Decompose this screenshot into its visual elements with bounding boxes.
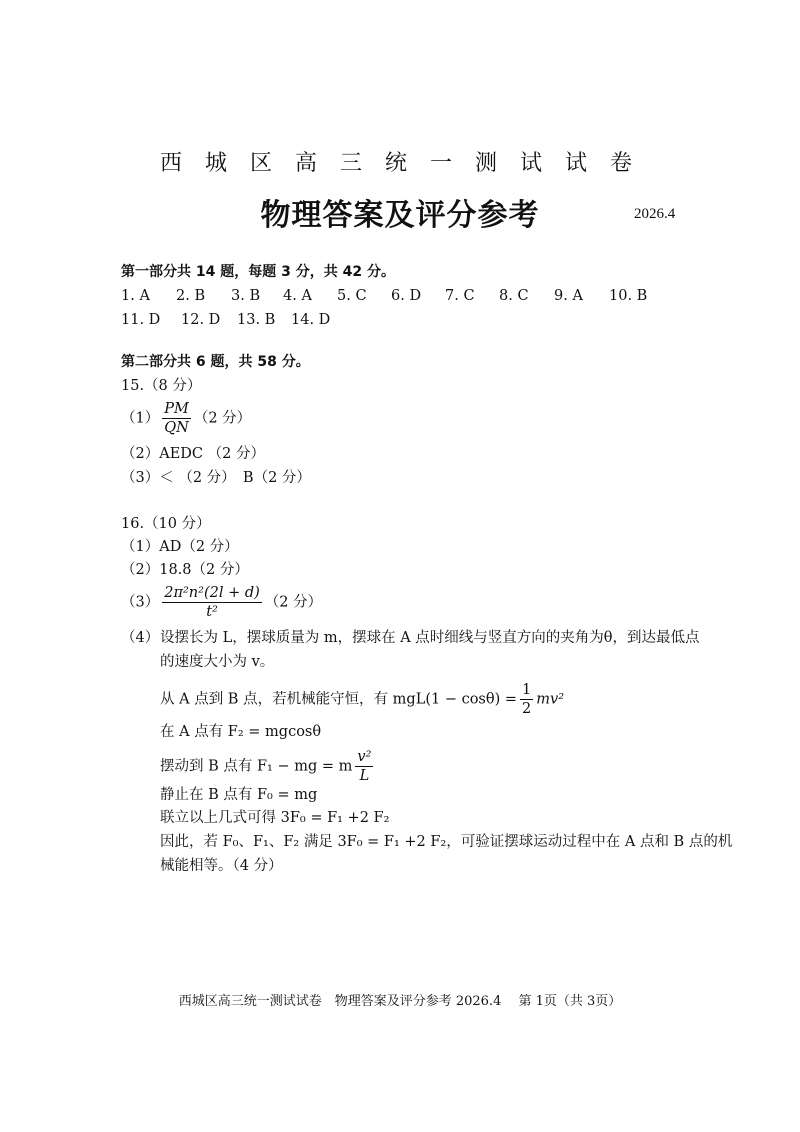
q16-sub4-line1: 设摆长为 L，摆球质量为 m，摆球在 A 点时细线与竖直方向的夹角为θ，到达最低点 [160,630,700,646]
fraction-denominator: t² [206,604,218,620]
answer-item: 13. B [237,312,276,328]
part1-answers-row1 [121,286,647,306]
q16-sub1: （1）AD（2 分） [121,539,239,555]
q15-sub1-fraction [162,400,191,437]
q16-sub3-score: （2 分） [264,594,323,611]
answer-item: 10. B [609,288,648,304]
q15-label: 15.（8 分） [121,378,202,394]
q16-sub4-prefix: （4） [121,630,160,646]
q16-sub3-prefix: （3） [121,594,160,611]
part2-heading: 第二部分共 6 题，共 58 分。 [121,354,310,370]
part1-answers-row2 [121,310,330,330]
answer-item: 4. A [283,288,312,304]
q15-sub1-score: （2 分） [193,410,252,427]
q16-conclusion-line1: 因此，若 F₀、F₁、F₂ 满足 3F₀ = F₁ +2 F₂，可验证摆球运动过程中在 A 点和 B 点的机 [160,834,733,850]
document-title: 物理答案及评分参考 [260,198,540,233]
answer-item: 8. C [499,288,529,304]
fraction-numerator: v² [357,749,372,765]
step3-text: 摆动到 B 点有 F₁ − mg = m [160,758,353,775]
answer-item: 6. D [391,288,422,304]
answer-item: 2. B [176,288,206,304]
q16-label: 16.（10 分） [121,516,211,532]
q16-step1 [160,681,564,718]
answer-item: 11. D [121,312,161,328]
part1-heading: 第一部分共 14 题，每题 3 分，共 42 分。 [121,264,395,280]
document-date: 2026.4 [634,206,676,222]
fraction-denominator: QN [164,420,189,436]
q16-sub3 [121,584,322,621]
answer-item: 12. D [181,312,221,328]
answer-item: 5. C [337,288,367,304]
answer-item: 1. A [121,288,150,304]
q15-sub2: （2）AEDC （2 分） [121,446,265,462]
q16-conclusion-line2: 械能相等。（4 分） [160,858,283,874]
q15-sub1 [121,400,251,437]
step1-tail: mv² [536,691,565,708]
fraction-numerator: 2π²n²(2l + d) [164,585,260,601]
fraction-denominator: L [359,768,370,784]
fraction-numerator: 1 [522,682,532,698]
q16-step2: 在 A 点有 F₂ = mgcosθ [160,724,322,740]
answer-item: 14. D [291,312,331,328]
exam-title: 西 城 区 高 三 统 一 测 试 试 卷 [160,151,640,176]
q16-step3 [160,748,376,785]
answer-item: 9. A [554,288,583,304]
q15-sub1-prefix: （1） [121,410,160,427]
q15-sub3: （3）＜ （2 分） B（2 分） [121,470,311,486]
q16-step5: 联立以上几式可得 3F₀ = F₁ +2 F₂ [160,810,390,826]
q16-sub4-line2: 的速度大小为 v。 [160,654,275,670]
answer-item: 3. B [231,288,261,304]
fraction-numerator: PM [164,401,189,417]
page-footer: 西城区高三统一测试试卷 物理答案及评分参考 2026.4 第 1页（共 3页） [178,994,622,1009]
q16-sub2: （2）18.8（2 分） [121,562,249,578]
step1-fraction [520,681,533,718]
step3-fraction [355,748,373,785]
fraction-denominator: 2 [522,701,532,717]
answer-item: 7. C [445,288,475,304]
q16-step4: 静止在 B 点有 F₀ = mg [160,787,318,803]
q16-sub3-fraction [162,584,262,621]
step1-text: 从 A 点到 B 点，若机械能守恒，有 mgL(1 − cosθ) = [160,691,518,708]
